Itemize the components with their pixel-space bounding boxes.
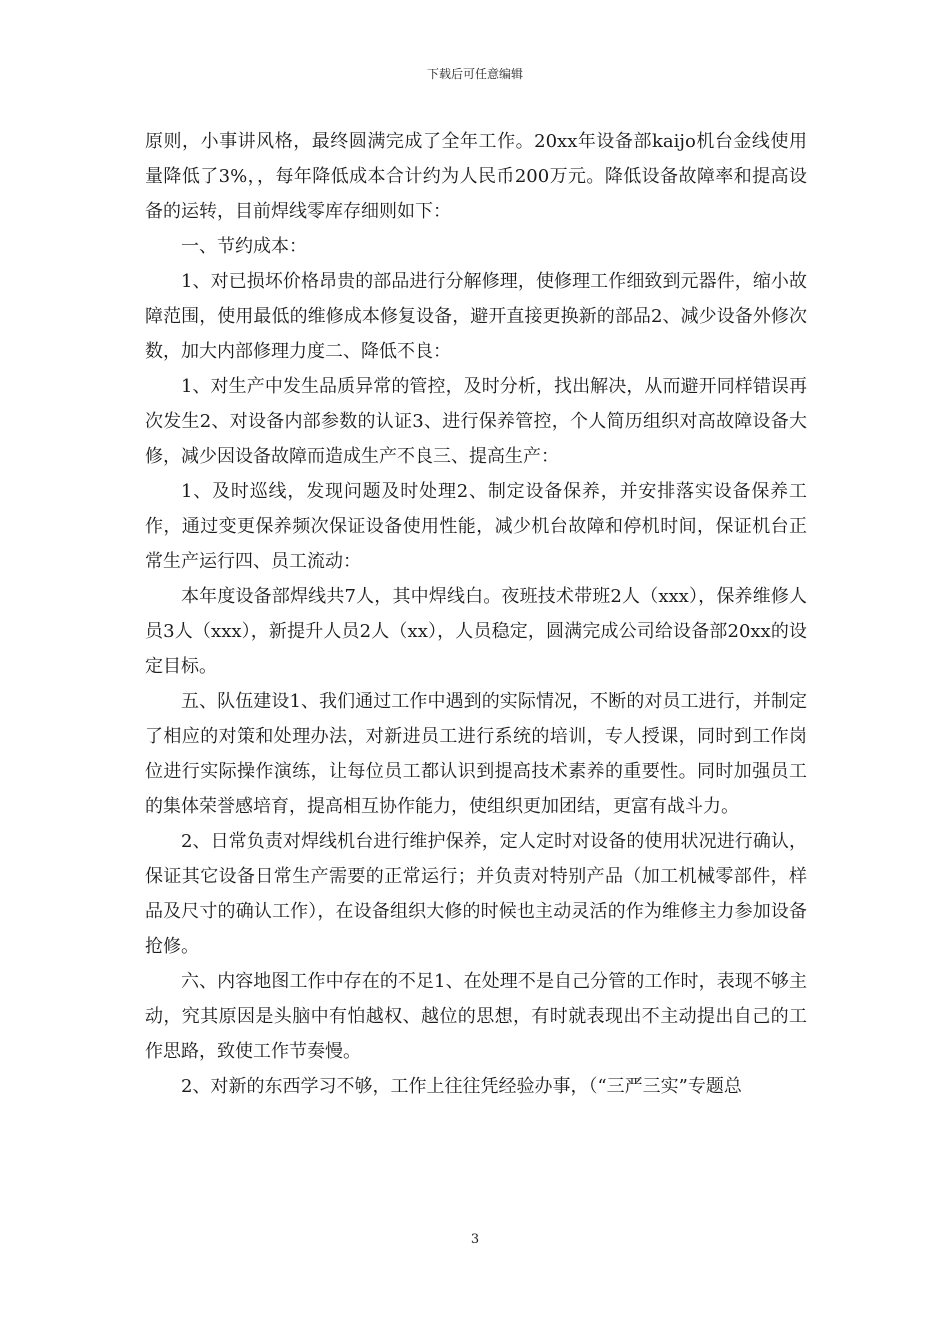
paragraph: 2、对新的东西学习不够，工作上往往凭经验办事，（“三严三实”专题总 [181,1076,742,1097]
page-number: 3 [470,1232,480,1247]
document-body [145,124,807,1104]
paragraph: 2、日常负责对焊线机台进行维护保养，定人定时对设备的使用状况进行确认，保证其它设备日常生产需要的正常运行；并负责对特别产品（加工机械零部件，样品及尺寸的确认工作），在设备组织大修的时候也主动灵活的作为维修主力参加设备抢修。 [145,831,807,957]
page-header: 下载后可任意编辑 [426,67,523,81]
paragraph: 1、及时巡线，发现问题及时处理2、制定设备保养，并安排落实设备保养工作，通过变更保养频次保证设备使用性能，减少机台故障和停机时间，保证机台正常生产运行四、员工流动： [145,481,807,572]
paragraph: 1、对已损坏价格昂贵的部品进行分解修理，使修理工作细致到元器件，缩小故障范围，使用最低的维修成本修复设备，避开直接更换新的部品2、减少设备外修次数，加大内部修理力度二、降低不良： [145,271,807,362]
paragraph: 本年度设备部焊线共7人，其中焊线白。夜班技术带班2人（xxx），保养维修人员3人（xxx），新提升人员2人（xx），人员稳定，圆满完成公司给设备部20xx的设定目标。 [145,586,807,677]
paragraph: 1、对生产中发生品质异常的管控，及时分析，找出解决，从而避开同样错误再次发生2、对设备内部参数的认证3、进行保养管控，个人简历组织对高故障设备大修，减少因设备故障而造成生产不良三、提高生产： [145,376,807,467]
paragraph: 原则，小事讲风格，最终圆满完成了全年工作。20xx年设备部kaijo机台金线使用量降低了3%，，每年降低成本合计约为人民币200万元。降低设备故障率和提高设备的运转，目前焊线零库存细则如下： [145,131,807,222]
section-heading: 一、节约成本： [181,236,307,257]
paragraph: 六、内容地图工作中存在的不足1、在处理不是自己分管的工作时，表现不够主动，究其原因是头脑中有怕越权、越位的思想，有时就表现出不主动提出自己的工作思路，致使工作节奏慢。 [145,971,807,1062]
paragraph: 五、队伍建设1、我们通过工作中遇到的实际情况，不断的对员工进行，并制定了相应的对策和处理办法，对新进员工进行系统的培训，专人授课，同时到工作岗位进行实际操作演练，让每位员工都认识到提高技术素养的重要性。同时加强员工的集体荣誉感培育，提高相互协作能力，使组织更加团结，更富有战斗力。 [145,691,807,817]
